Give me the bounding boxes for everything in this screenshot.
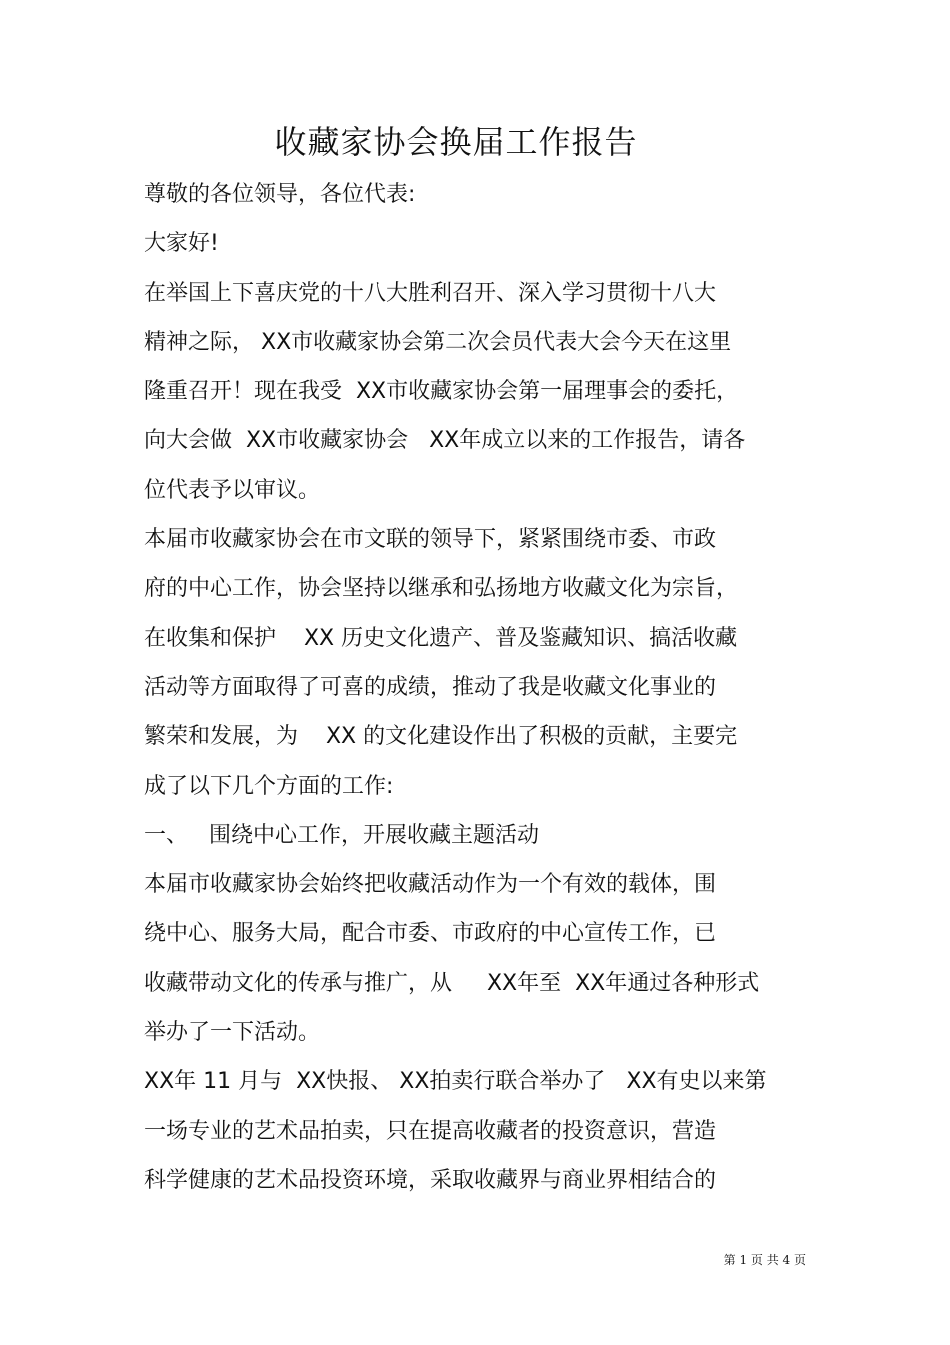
paragraph-line: XX年 11 月与 XX快报、 XX拍卖行联合举办了 XX有史以来第: [144, 1069, 767, 1095]
paragraph-line: 府的中心工作，协会坚持以继承和弘扬地方收藏文化为宗旨，: [144, 576, 739, 602]
paragraph-line: 向大会做 XX市收藏家协会 XX年成立以来的工作报告，请各: [144, 428, 746, 454]
paragraph-line: 繁荣和发展，为 XX 的文化建设作出了积极的贡献，主要完: [144, 724, 738, 750]
paragraph-line: 尊敬的各位领导，各位代表:: [144, 182, 416, 207]
paragraph-line: 一场专业的艺术品拍卖，只在提高收藏者的投资意识，营造: [144, 1118, 717, 1144]
paragraph-line: 本届市收藏家协会始终把收藏活动作为一个有效的载体，围: [144, 872, 717, 898]
paragraph-line: 举办了一下活动。: [144, 1020, 321, 1046]
document-title: 收藏家协会换届工作报告: [274, 123, 638, 161]
page-number-footer: 第 1 页 共 4 页: [723, 1253, 806, 1267]
paragraph-line: 在收集和保护 XX 历史文化遗产、普及鉴藏知识、搞活收藏: [144, 625, 738, 651]
paragraph-line: 科学健康的艺术品投资环境，采取收藏界与商业界相结合的: [144, 1167, 717, 1193]
paragraph-line: 收藏带动文化的传承与推广，从 XX年至 XX年通过各种形式: [144, 970, 760, 996]
paragraph-line: 位代表予以审议。: [144, 477, 321, 503]
document-body: [144, 170, 844, 1205]
paragraph-line: 活动等方面取得了可喜的成绩，推动了我是收藏文化事业的: [144, 674, 717, 700]
paragraph-line: 大家好!: [144, 231, 219, 257]
paragraph-line: 本届市收藏家协会在市文联的领导下，紧紧围绕市委、市政: [144, 527, 717, 553]
paragraph-line: 成了以下几个方面的工作:: [144, 773, 394, 799]
section-heading: 一、 围绕中心工作，开展收藏主题活动: [144, 822, 539, 848]
paragraph-line: 绕中心、服务大局，配合市委、市政府的中心宣传工作，已: [144, 921, 717, 947]
paragraph-line: 精神之际， XX市收藏家协会第二次会员代表大会今天在这里: [144, 329, 732, 355]
paragraph-line: 隆重召开！现在我受 XX市收藏家协会第一届理事会的委托，: [144, 379, 739, 405]
paragraph-line: 在举国上下喜庆党的十八大胜利召开、深入学习贯彻十八大: [144, 280, 717, 306]
